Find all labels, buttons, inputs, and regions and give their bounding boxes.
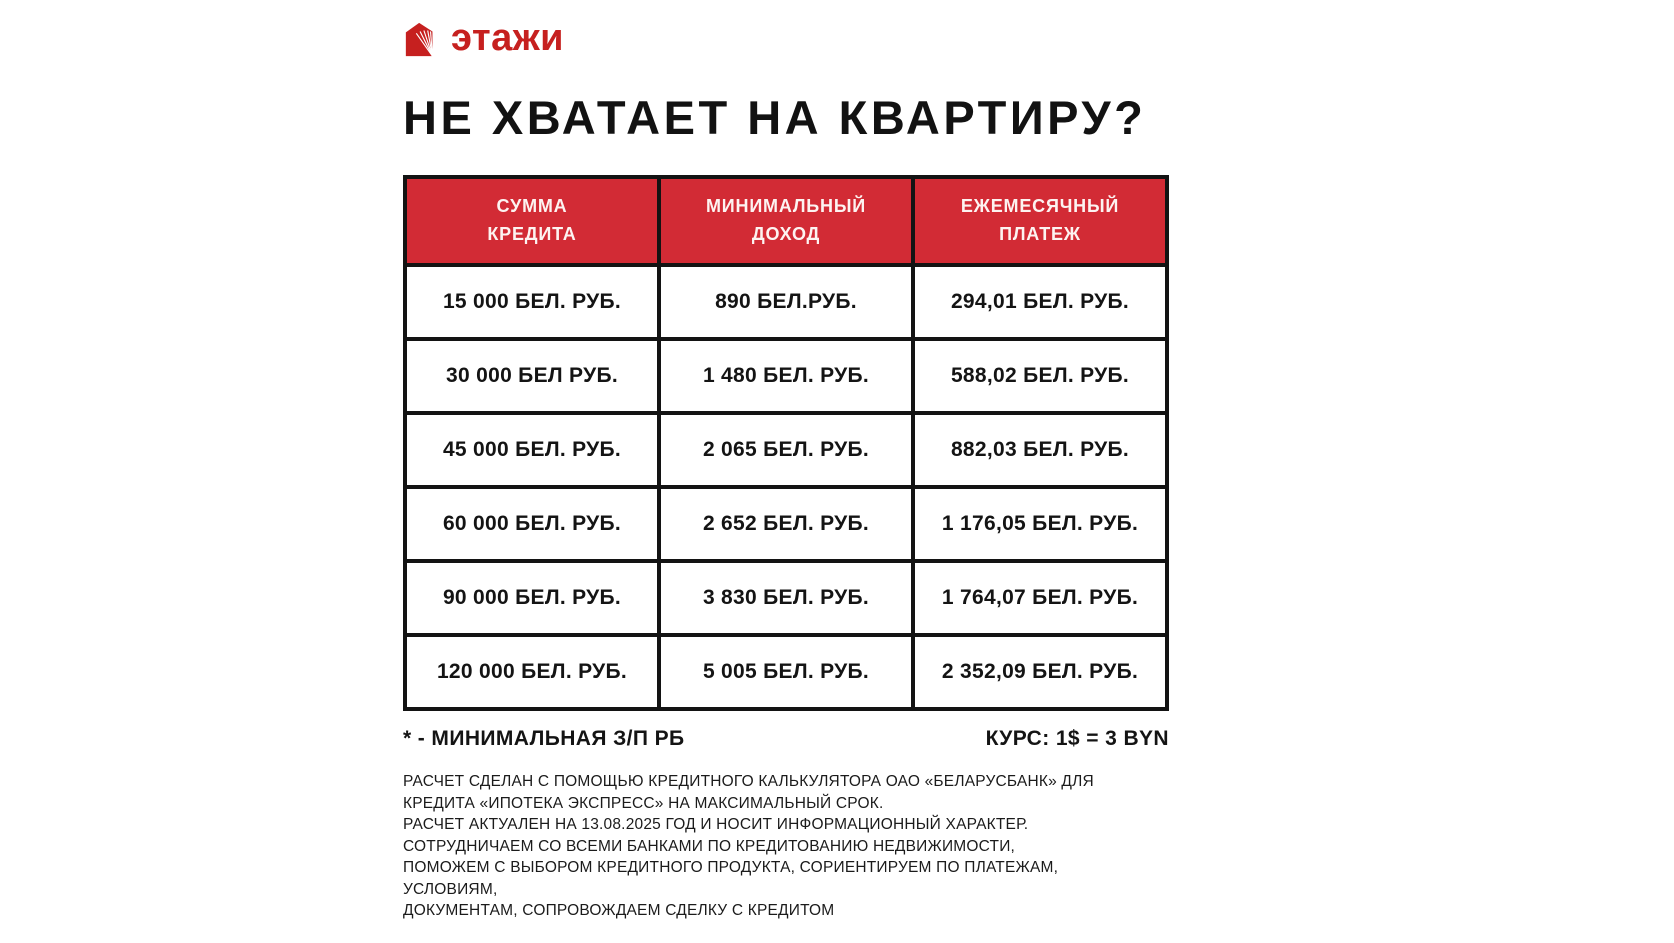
table-row bbox=[405, 561, 1167, 635]
table-row bbox=[405, 487, 1167, 561]
cell-monthly-payment: 2 352,09 БЕЛ. РУБ. bbox=[913, 635, 1167, 709]
disclaimer-line: УСЛОВИЯМ, bbox=[403, 880, 498, 898]
cell-min-income: 5 005 БЕЛ. РУБ. bbox=[659, 635, 913, 709]
cell-credit-sum: 120 000 БЕЛ. РУБ. bbox=[405, 635, 659, 709]
cell-monthly-payment: 294,01 БЕЛ. РУБ. bbox=[913, 265, 1167, 339]
cell-credit-sum: 90 000 БЕЛ. РУБ. bbox=[405, 561, 659, 635]
cell-min-income: 890 БЕЛ.РУБ. bbox=[659, 265, 913, 339]
cell-min-income: 2 065 БЕЛ. РУБ. bbox=[659, 413, 913, 487]
logo bbox=[403, 17, 1169, 60]
header-line: СУММА bbox=[496, 196, 568, 217]
disclaimer-line: СОТРУДНИЧАЕМ СО ВСЕМИ БАНКАМИ ПО КРЕДИТОВАНИЮ НЕДВИЖИМОСТИ, bbox=[403, 837, 1016, 855]
cell-credit-sum: 45 000 БЕЛ. РУБ. bbox=[405, 413, 659, 487]
header-line: ЕЖЕМЕСЯЧНЫЙ bbox=[960, 196, 1120, 217]
cell-min-income: 1 480 БЕЛ. РУБ. bbox=[659, 339, 913, 413]
header-min-income bbox=[659, 177, 913, 265]
page-title: НЕ ХВАТАЕТ НА КВАРТИРУ? bbox=[403, 91, 1147, 144]
cell-min-income: 2 652 БЕЛ. РУБ. bbox=[659, 487, 913, 561]
disclaimer-line: ПОМОЖЕМ С ВЫБОРОМ КРЕДИТНОГО ПРОДУКТА, СОРИЕНТИРУЕМ ПО ПЛАТЕЖАМ, bbox=[403, 859, 1059, 876]
credit-table-body bbox=[405, 265, 1167, 709]
logo-text: этажи bbox=[451, 17, 565, 59]
credit-table-head bbox=[405, 177, 1167, 265]
footnote-min-salary: * - МИНИМАЛЬНАЯ З/П РБ bbox=[403, 727, 685, 750]
table-row bbox=[405, 413, 1167, 487]
disclaimer-line: РАСЧЕТ СДЕЛАН С ПОМОЩЬЮ КРЕДИТНОГО КАЛЬКУЛЯТОРА ОАО «БЕЛАРУСБАНК» ДЛЯ bbox=[403, 773, 1094, 790]
disclaimer-line: РАСЧЕТ АКТУАЛЕН НА 13.08.2025 ГОД И НОСИТ ИНФОРМАЦИОННЫЙ ХАРАКТЕР. bbox=[403, 816, 1029, 833]
header-credit-sum bbox=[405, 177, 659, 265]
footnote-row bbox=[403, 727, 1169, 751]
header-line: КРЕДИТА bbox=[487, 224, 577, 244]
header-line: ДОХОД bbox=[751, 224, 821, 244]
credit-table bbox=[403, 175, 1169, 711]
disclaimer bbox=[403, 771, 1169, 922]
cell-credit-sum: 60 000 БЕЛ. РУБ. bbox=[405, 487, 659, 561]
cell-credit-sum: 30 000 БЕЛ РУБ. bbox=[405, 339, 659, 413]
cell-monthly-payment: 588,02 БЕЛ. РУБ. bbox=[913, 339, 1167, 413]
table-header-row bbox=[405, 177, 1167, 265]
infographic-page bbox=[403, 0, 1169, 922]
house-logo-icon bbox=[403, 21, 441, 59]
table-row bbox=[405, 265, 1167, 339]
header-monthly-payment bbox=[913, 177, 1167, 265]
table-row bbox=[405, 339, 1167, 413]
cell-credit-sum: 15 000 БЕЛ. РУБ. bbox=[405, 265, 659, 339]
footnote-exchange-rate: КУРС: 1$ = 3 BYN bbox=[985, 727, 1169, 750]
disclaimer-line: КРЕДИТА «ИПОТЕКА ЭКСПРЕСС» НА МАКСИМАЛЬНЫЙ СРОК. bbox=[403, 794, 884, 812]
cell-monthly-payment: 882,03 БЕЛ. РУБ. bbox=[913, 413, 1167, 487]
table-row bbox=[405, 635, 1167, 709]
cell-min-income: 3 830 БЕЛ. РУБ. bbox=[659, 561, 913, 635]
disclaimer-line: ДОКУМЕНТАМ, СОПРОВОЖДАЕМ СДЕЛКУ С КРЕДИТОМ bbox=[403, 902, 835, 919]
cell-monthly-payment: 1 764,07 БЕЛ. РУБ. bbox=[913, 561, 1167, 635]
header-line: ПЛАТЕЖ bbox=[999, 224, 1081, 244]
cell-monthly-payment: 1 176,05 БЕЛ. РУБ. bbox=[913, 487, 1167, 561]
header-line: МИНИМАЛЬНЫЙ bbox=[705, 196, 866, 217]
